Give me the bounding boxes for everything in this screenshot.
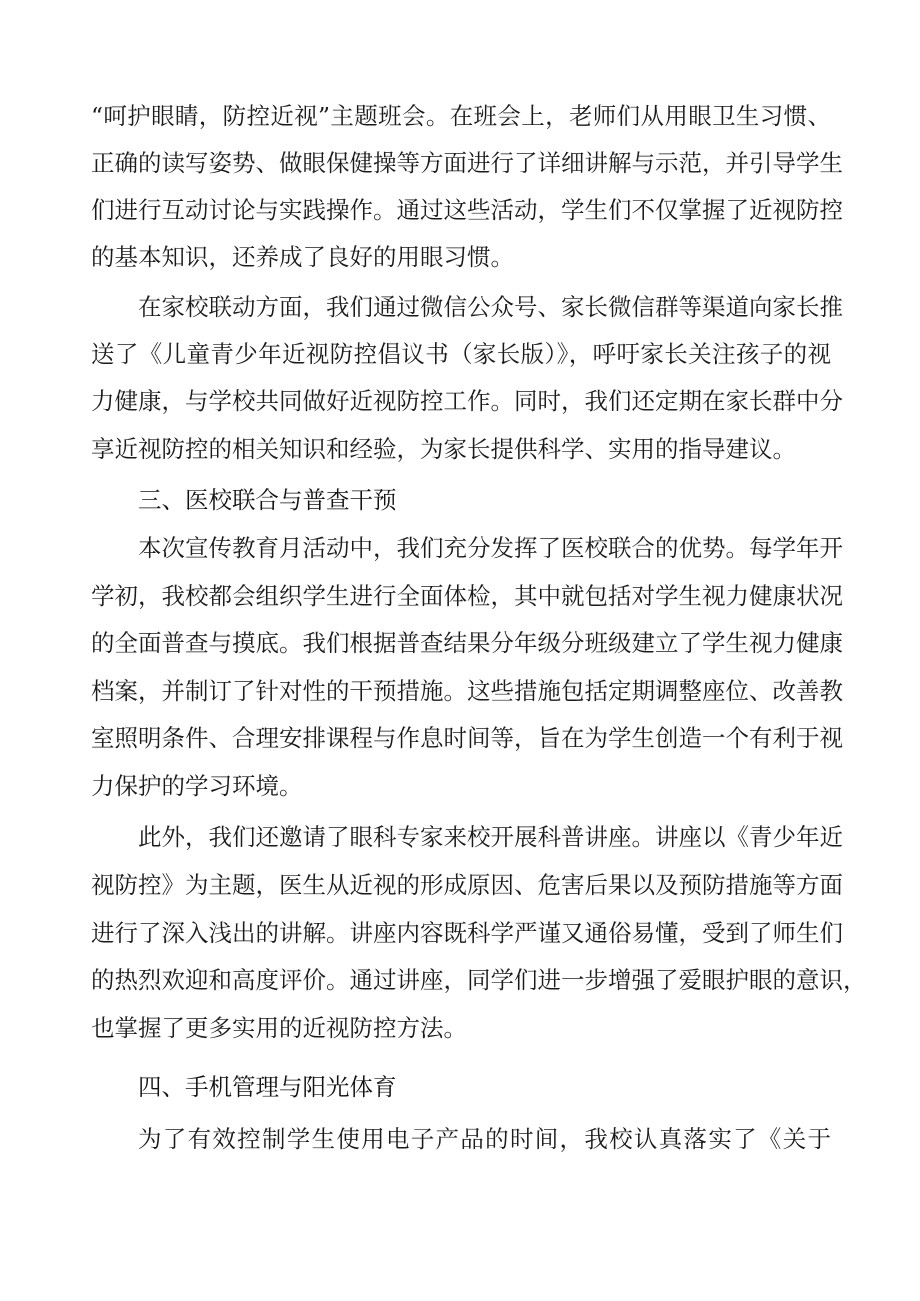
text-line: 学初，我校都会组织学生进行全面体检，其中就包括对学生视力健康状况 — [91, 582, 843, 610]
text-line: 的基本知识，还养成了良好的用眼习惯。 — [91, 243, 514, 271]
text-line: 享近视防控的相关知识和经验，为家长提供科学、实用的指导建议。 — [91, 435, 796, 463]
text-line: 进行了深入浅出的讲解。讲座内容既科学严谨又通俗易懂，受到了师生们 — [91, 919, 843, 947]
text-line: 视防控》为主题，医生从近视的形成原因、危害后果以及预防措施等方面 — [91, 871, 843, 899]
text-line: 的热烈欢迎和高度评价。通过讲座，同学们进一步增强了爱眼护眼的意识， — [91, 966, 867, 994]
text-line: 室照明条件、合理安排课程与作息时间等，旨在为学生创造一个有利于视 — [91, 724, 843, 752]
text-line: “呵护眼睛，防控近视”主题班会。在班会上，老师们从用眼卫生习惯、 — [91, 102, 831, 130]
text-line: 送了《儿童青少年近视防控倡议书（家长版）》，呼吁家长关注孩子的视 — [91, 340, 831, 368]
section-heading-4: 四、手机管理与阳光体育 — [138, 1073, 397, 1101]
text-line: 此外，我们还邀请了眼科专家来校开展科普讲座。讲座以《青少年近 — [138, 823, 843, 851]
text-line: 本次宣传教育月活动中，我们充分发挥了医校联合的优势。每学年开 — [138, 534, 843, 562]
text-line: 的全面普查与摸底。我们根据普查结果分年级分班级建立了学生视力健康 — [91, 629, 843, 657]
text-line: 为了有效控制学生使用电子产品的时间，我校认真落实了《关于 — [138, 1125, 831, 1153]
text-line: 在家校联动方面，我们通过微信公众号、家长微信群等渠道向家长推 — [138, 293, 843, 321]
text-line: 力健康，与学校共同做好近视防控工作。同时，我们还定期在家长群中分 — [91, 387, 843, 415]
text-line: 档案，并制订了针对性的干预措施。这些措施包括定期调整座位、改善教 — [91, 677, 843, 705]
text-line: 们进行互动讨论与实践操作。通过这些活动，学生们不仅掌握了近视防控 — [91, 196, 843, 224]
section-heading-3: 三、医校联合与普查干预 — [138, 486, 397, 514]
text-line: 也掌握了更多实用的近视防控方法。 — [91, 1014, 467, 1042]
text-line: 力保护的学习环境。 — [91, 772, 303, 800]
text-line: 正确的读写姿势、做眼保健操等方面进行了详细讲解与示范，并引导学生 — [91, 149, 843, 177]
